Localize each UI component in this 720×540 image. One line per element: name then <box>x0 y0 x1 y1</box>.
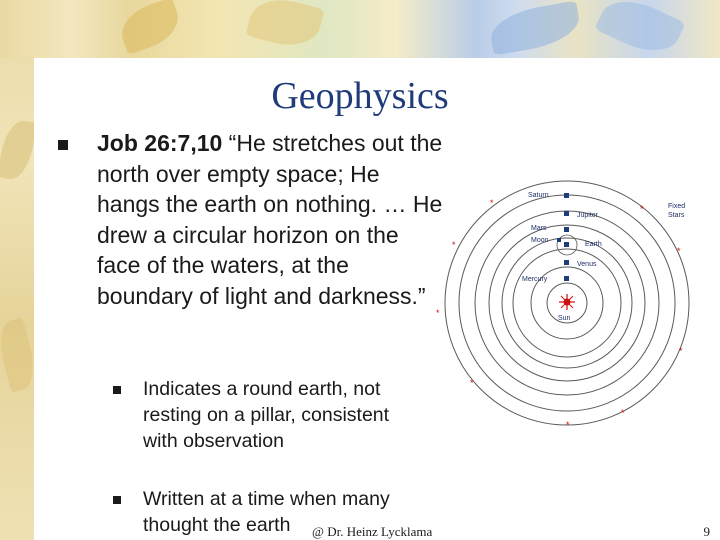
slide-title-text: Geophysics <box>271 75 449 117</box>
bullet-marker <box>58 140 68 150</box>
star-icon: * <box>452 240 456 250</box>
star-icon: * <box>679 346 683 356</box>
label-mercury: Mercury <box>522 276 548 283</box>
main-bullet-text <box>97 128 447 311</box>
venus-marker <box>564 260 569 265</box>
geocentric-diagram <box>430 180 710 440</box>
label-saturn: Saturn <box>528 192 549 199</box>
sub-bullet-marker <box>113 386 121 394</box>
sub-bullet-marker <box>113 496 121 504</box>
label-moon: Moon <box>531 237 549 244</box>
label-jupiter: Jupiter <box>577 212 599 219</box>
slide-title <box>0 74 720 118</box>
star-icon: * <box>490 198 494 208</box>
star-icon: * <box>436 308 440 318</box>
sub-bullet-text: Indicates a round earth, not resting on a pillar, consistent with observation <box>143 378 390 452</box>
label-sun: Sun <box>558 315 571 322</box>
star-icon: * <box>566 420 570 430</box>
sun-icon <box>559 294 575 310</box>
star-icon: * <box>470 378 474 388</box>
star-icon: * <box>677 246 681 256</box>
scripture-quote: “He stretches out the north over empty space; He hangs the earth on nothing. … He drew a circular horizon on the face of the waters, at the boundary of light and darkness.” <box>97 130 443 309</box>
label-mars: Mars <box>531 225 547 232</box>
earth-marker <box>564 242 569 247</box>
jupiter-marker <box>564 211 569 216</box>
page-number: 9 <box>703 524 710 539</box>
mercury-marker <box>564 276 569 281</box>
label-fixed-stars-line2: Stars <box>668 212 685 219</box>
scripture-reference: Job 26:7,10 <box>97 130 223 156</box>
star-icon: * <box>621 408 625 418</box>
star-icon: * <box>640 204 644 214</box>
mars-marker <box>564 227 569 232</box>
footer-credit: @ Dr. Heinz Lycklama <box>312 524 433 539</box>
label-earth: Earth <box>585 241 602 248</box>
sub-bullet-text: Written at a time when many thought the earth <box>143 488 390 536</box>
moon-marker <box>557 238 561 242</box>
label-venus: Venus <box>577 261 597 268</box>
label-fixed-stars-line1: Fixed <box>668 203 686 210</box>
saturn-marker <box>564 193 569 198</box>
